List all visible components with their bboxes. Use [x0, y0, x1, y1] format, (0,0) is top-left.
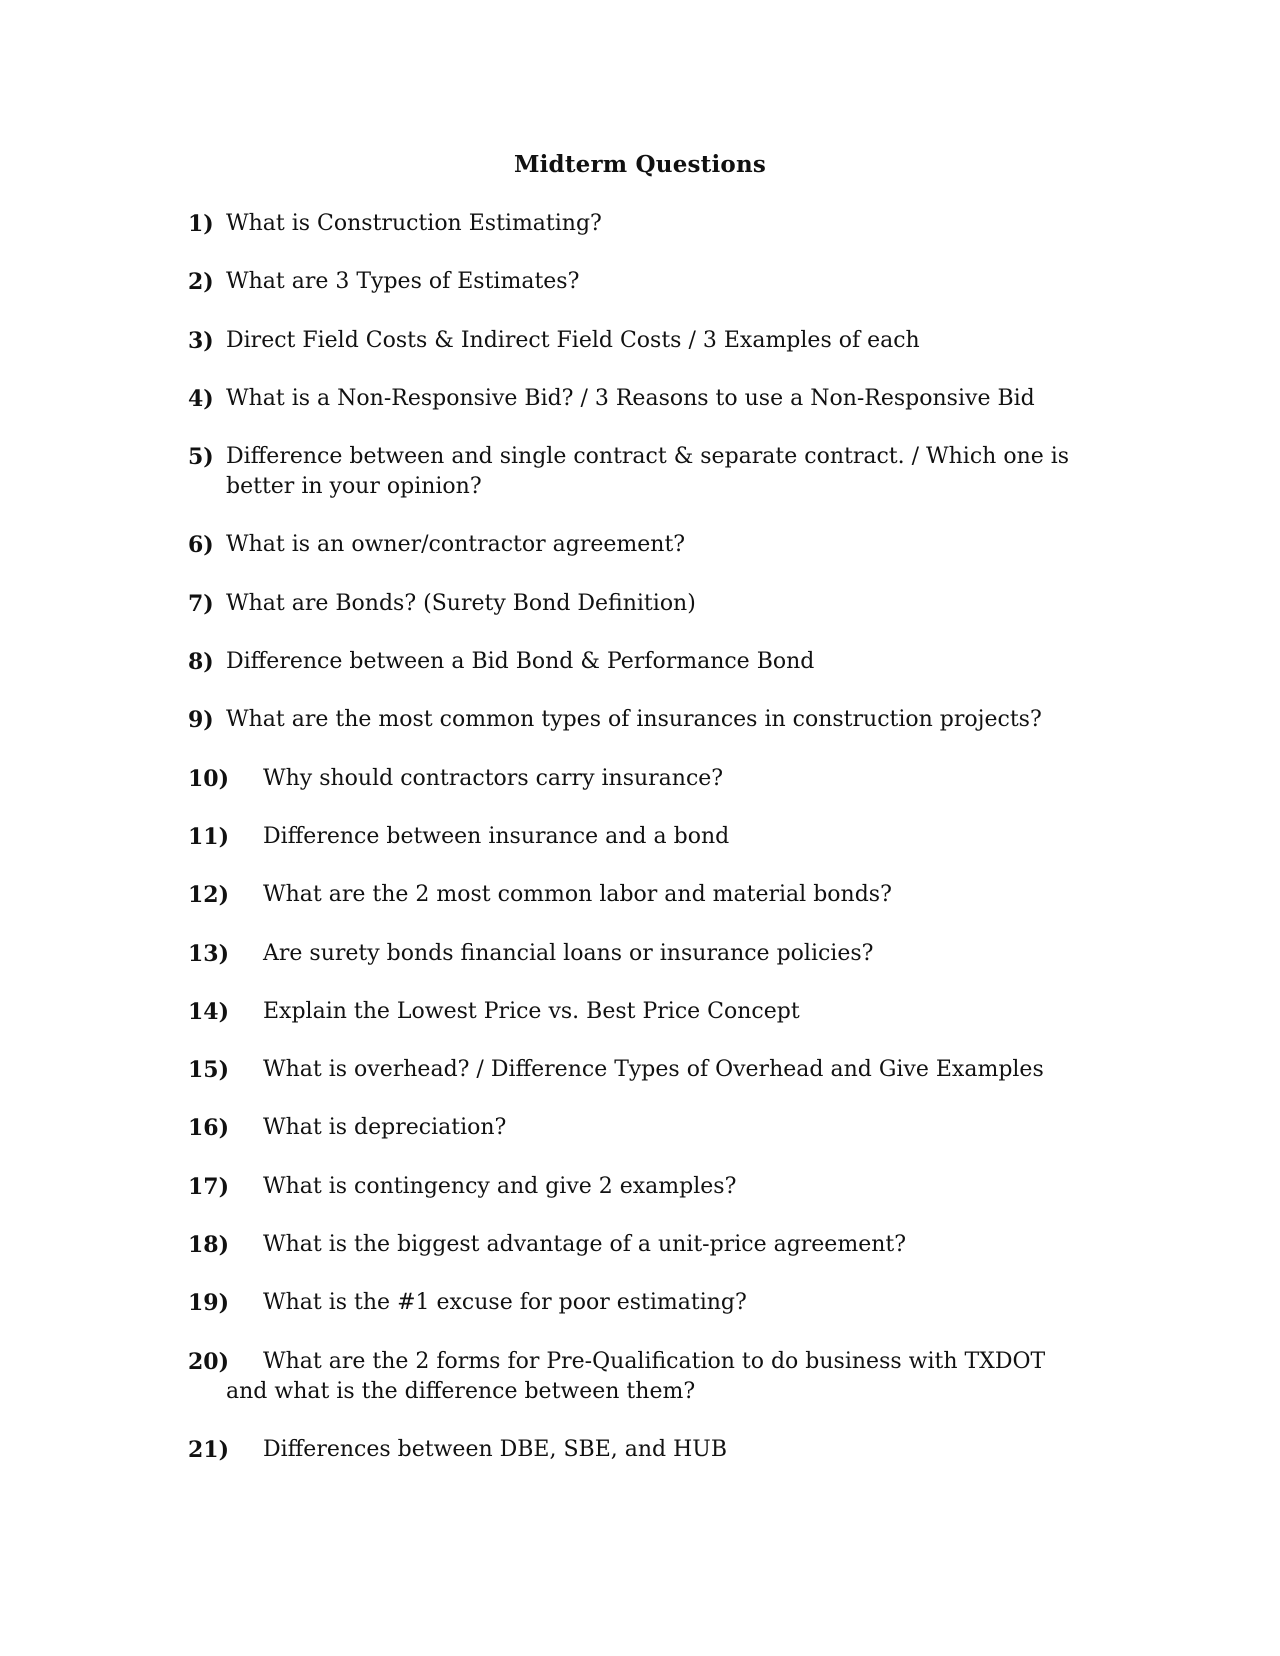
question-number: 2): [188, 269, 214, 296]
question-item: [188, 705, 1088, 735]
question-text: Difference between insurance and a bond: [263, 823, 730, 849]
question-text: What is overhead? / Difference Types of Overhead and Give Examples: [263, 1057, 1044, 1083]
question-number: 20): [188, 1348, 230, 1375]
question-number: 5): [188, 444, 214, 471]
question-text: What is the #1 excuse for poor estimating?: [263, 1290, 747, 1316]
question-item: [188, 1172, 1088, 1202]
question-item: [188, 589, 1088, 619]
question-text: What is Construction Estimating?: [226, 211, 602, 236]
question-number: 6): [188, 532, 214, 559]
question-number: 12): [188, 882, 230, 909]
question-number: 13): [188, 940, 230, 967]
question-text: What are the 2 most common labor and material bonds?: [263, 882, 892, 908]
question-item: [188, 997, 1088, 1027]
question-text: Explain the Lowest Price vs. Best Price Concept: [263, 998, 800, 1024]
question-text: What is the biggest advantage of a unit-price agreement?: [263, 1232, 907, 1258]
question-number: 4): [188, 385, 214, 412]
question-text: What is contingency and give 2 examples?: [263, 1173, 737, 1199]
question-number: 10): [188, 765, 230, 792]
question-text: What are Bonds? (Surety Bond Definition): [226, 590, 696, 616]
question-item: [188, 822, 1088, 852]
question-item: [188, 1288, 1088, 1318]
question-number: 17): [188, 1173, 230, 1200]
page-title: Midterm Questions: [513, 151, 767, 178]
question-number: 15): [188, 1057, 230, 1084]
question-text: Are surety bonds financial loans or insurance policies?: [263, 940, 874, 966]
question-text: Differences between DBE, SBE, and HUB: [263, 1436, 728, 1462]
question-number: 7): [188, 590, 214, 617]
question-item: [188, 1435, 1088, 1465]
question-item: [188, 1055, 1088, 1085]
question-number: 14): [188, 998, 230, 1025]
question-text: Difference between a Bid Bond & Performance Bond: [226, 649, 815, 675]
question-item: [188, 267, 1088, 297]
question-number: 1): [188, 211, 214, 237]
question-number: 19): [188, 1290, 230, 1317]
question-number: 9): [188, 707, 214, 734]
question-item: [188, 764, 1088, 794]
question-text: What are the 2 forms for Pre-Qualification to do business with TXDOT and what is the difference between them?: [226, 1348, 1046, 1404]
question-text: Difference between and single contract & separate contract. / Which one is better in your opinion?: [226, 444, 1070, 500]
question-number: 11): [188, 823, 230, 850]
question-item: [188, 1113, 1088, 1143]
question-number: 16): [188, 1115, 230, 1142]
question-item: [188, 1347, 1088, 1407]
question-number: 18): [188, 1232, 230, 1259]
question-item: [188, 880, 1088, 910]
question-text: What is an owner/contractor agreement?: [226, 532, 686, 558]
question-text: Direct Field Costs & Indirect Field Costs / 3 Examples of each: [226, 327, 920, 353]
question-item: [188, 530, 1088, 560]
question-text: What is depreciation?: [263, 1115, 507, 1141]
question-number: 21): [188, 1436, 230, 1463]
question-number: 8): [188, 649, 214, 676]
question-list: [188, 209, 1088, 1493]
question-item: [188, 1230, 1088, 1260]
question-item: [188, 939, 1088, 969]
question-text: What is a Non-Responsive Bid? / 3 Reasons to use a Non-Responsive Bid: [226, 385, 1035, 411]
question-text: Why should contractors carry insurance?: [263, 765, 724, 791]
question-item: [188, 209, 1088, 239]
question-text: What are 3 Types of Estimates?: [226, 269, 580, 295]
question-item: [188, 384, 1088, 414]
question-item: [188, 326, 1088, 356]
question-item: [188, 442, 1088, 502]
question-item: [188, 647, 1088, 677]
question-number: 3): [188, 327, 214, 354]
question-text: What are the most common types of insurances in construction projects?: [226, 707, 1042, 733]
